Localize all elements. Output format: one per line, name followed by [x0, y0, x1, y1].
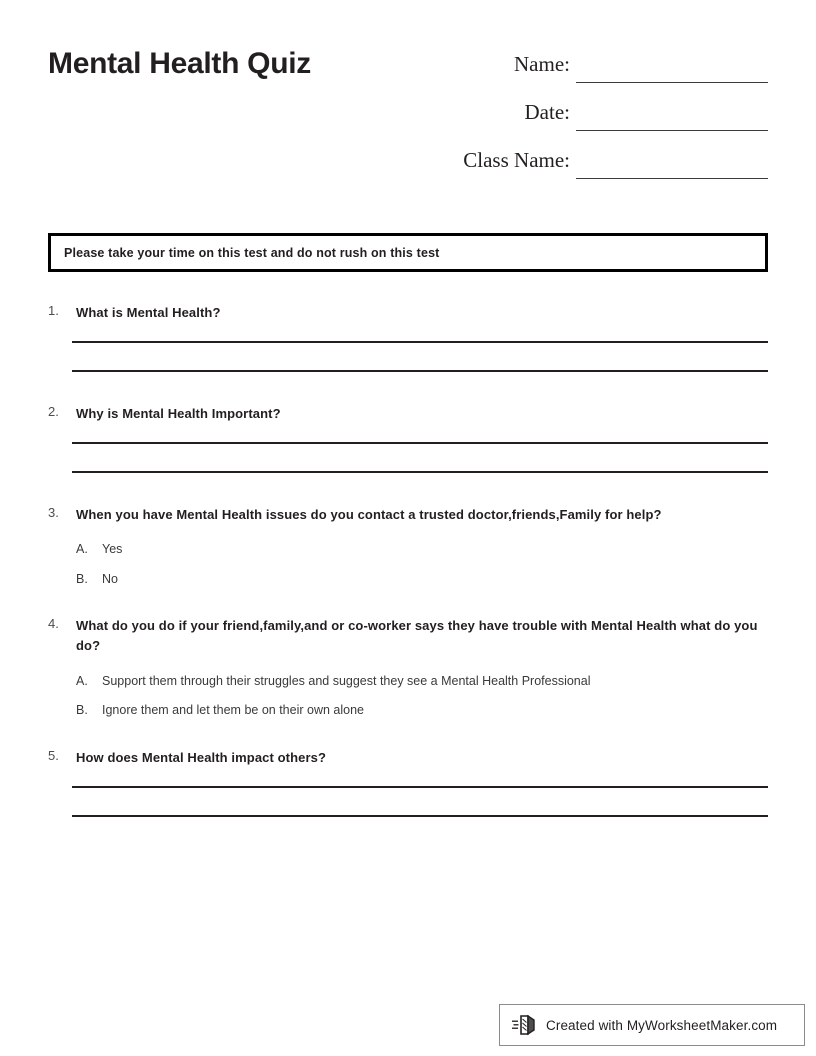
choice-text: Support them through their struggles and suggest they see a Mental Health Professional — [102, 673, 591, 688]
question-4-choices — [48, 656, 768, 720]
worksheet-header — [48, 44, 768, 194]
question-5-head — [48, 748, 768, 768]
name-field-input[interactable] — [576, 82, 768, 83]
question-3 — [48, 505, 768, 589]
question-spacer — [48, 473, 768, 505]
answer-line[interactable] — [72, 370, 768, 372]
choice-letter: B. — [76, 703, 88, 718]
question-2-answer-area[interactable] — [48, 424, 768, 473]
field-row-name — [296, 44, 768, 92]
instruction-box — [48, 233, 768, 272]
question-3-head — [48, 505, 768, 525]
choice-text: Ignore them and let them be on their own alone — [102, 703, 364, 718]
answer-line[interactable] — [72, 442, 768, 444]
class-name-field-input[interactable] — [576, 178, 768, 179]
choice-letter: A. — [76, 673, 88, 688]
question-5 — [48, 748, 768, 817]
question-1-text: What is Mental Health? — [76, 305, 221, 320]
student-info-fields — [296, 44, 768, 188]
question-5-number: 5. — [48, 747, 59, 763]
choice-option[interactable] — [76, 541, 768, 559]
answer-line[interactable] — [72, 786, 768, 788]
footer-badge[interactable] — [499, 1004, 805, 1046]
question-1-number: 1. — [48, 303, 59, 318]
question-4-text: What do you do if your friend,family,and or co-worker says they have trouble with Mental Health what do you do? — [76, 618, 758, 653]
question-2 — [48, 404, 768, 473]
answer-line[interactable] — [72, 815, 768, 817]
name-field-label: Name: — [514, 52, 570, 76]
question-spacer — [48, 372, 768, 404]
choice-option[interactable] — [76, 571, 768, 589]
question-spacer — [48, 588, 768, 616]
question-3-number: 3. — [48, 504, 59, 520]
question-spacer — [48, 720, 768, 748]
question-3-text: When you have Mental Health issues do you contact a trusted doctor,friends,Family for help? — [76, 506, 662, 522]
choice-option[interactable] — [76, 702, 768, 720]
question-2-number: 2. — [48, 403, 59, 419]
footer-badge-inner — [500, 1005, 804, 1045]
question-2-text: Why is Mental Health Important? — [76, 405, 281, 421]
choice-option[interactable] — [76, 673, 768, 691]
answer-line[interactable] — [72, 471, 768, 473]
choice-letter: B. — [76, 571, 88, 586]
answer-line[interactable] — [72, 341, 768, 343]
field-row-date — [296, 92, 768, 140]
footer-badge-text: Created with MyWorksheetMaker.com — [546, 1017, 778, 1033]
instruction-text: Please take your time on this test and do not rush on this test — [64, 245, 440, 260]
worksheet-maker-logo-icon — [512, 1014, 538, 1036]
question-4-number: 4. — [48, 616, 59, 632]
question-4-head — [48, 616, 768, 656]
choice-text: No — [102, 571, 118, 586]
class-name-field-label: Class Name: — [463, 148, 570, 172]
question-5-answer-area[interactable] — [48, 768, 768, 817]
question-1-answer-area[interactable] — [48, 323, 768, 372]
choice-text: Yes — [102, 542, 123, 557]
question-2-head — [48, 404, 768, 424]
question-4 — [48, 616, 768, 720]
question-1 — [48, 303, 768, 372]
date-field-label: Date: — [524, 100, 570, 124]
field-row-class-name — [296, 140, 768, 188]
question-3-choices — [48, 524, 768, 588]
question-list — [48, 303, 768, 817]
date-field-input[interactable] — [576, 130, 768, 131]
question-1-head — [48, 303, 768, 323]
question-5-text: How does Mental Health impact others? — [76, 749, 327, 765]
page-title: Mental Health Quiz — [48, 47, 311, 80]
choice-letter: A. — [76, 542, 88, 557]
